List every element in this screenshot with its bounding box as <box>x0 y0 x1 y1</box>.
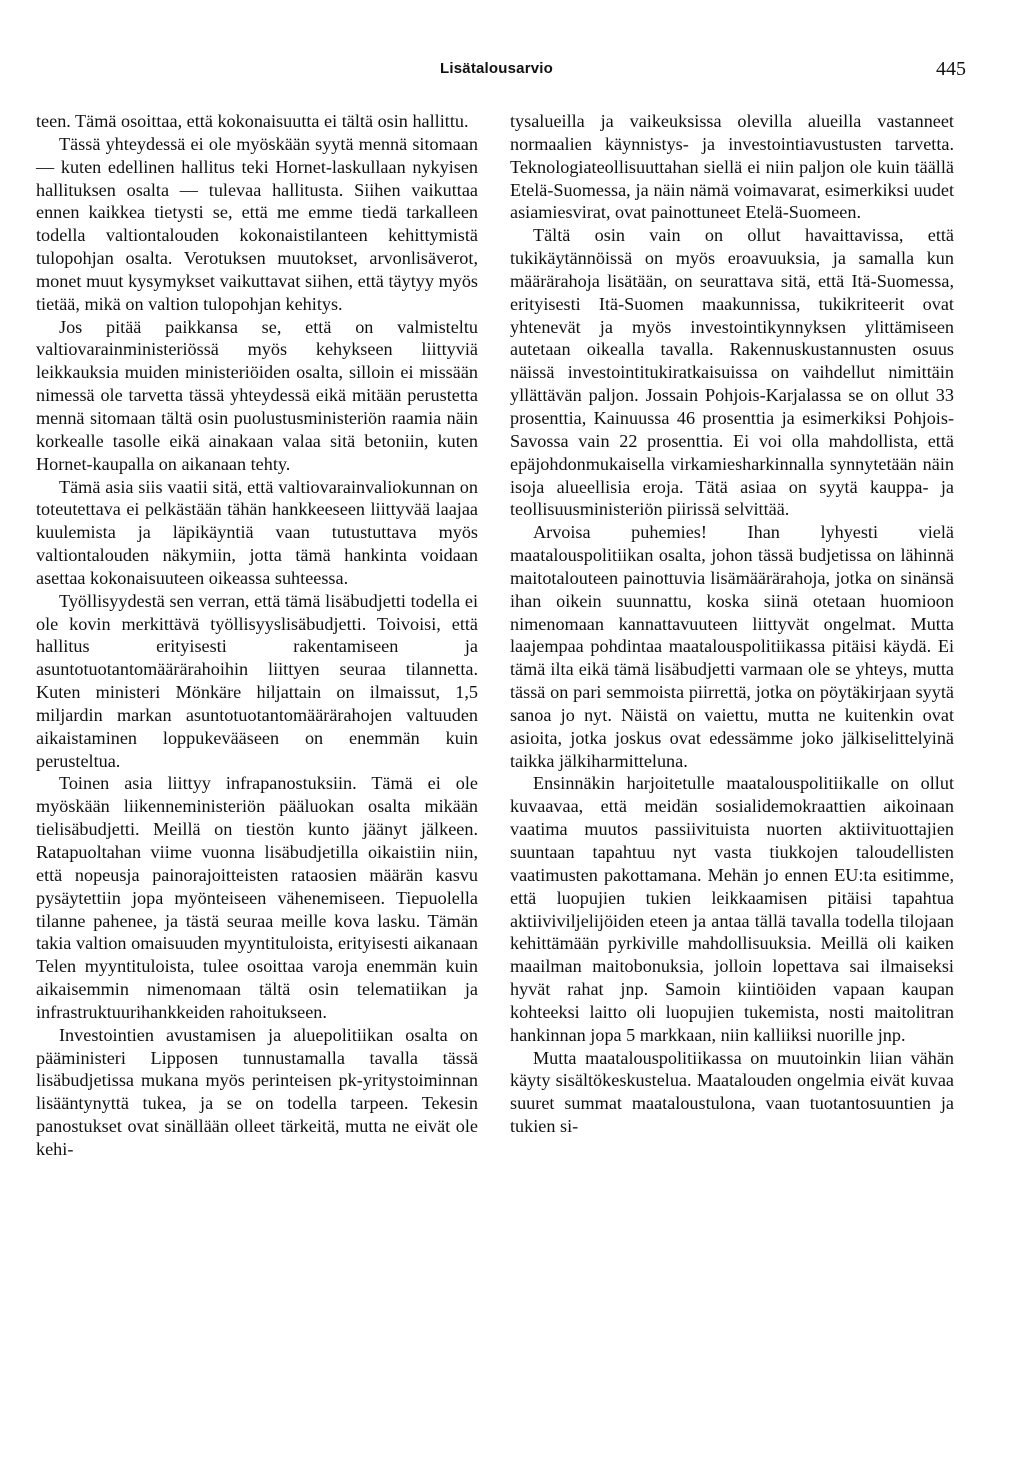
paragraph: Tältä osin vain on ollut havaittavissa, että tukikäytännöissä on myös eroavuuksia, ja samalla kun määrärahoja lisätään, on seurattava sitä, että Itä-Suomessa, erityisesti Itä-Suomen maakunnissa, tukikriteerit ovat yhtenevät ja myös investointikynnyksen ylittämiseen autetaan oikealla tavalla. Rakennuskustannusten osuus näissä investointitukiratkaisuissa on vaihdellut nimittäin yllättävän paljon. Jossain Pohjois-Karjalassa se on ollut 33 prosenttia, Kainuussa 46 prosenttia ja esimerkiksi Pohjois-Savossa vain 22 prosenttia. Ei voi olla mahdollista, että epäjohdonmukaisella virkamiesharkinnalla synnytetään näin isoja alueellisia eroja. Tätä asiaa on syytä kauppa- ja teollisuusministeriön piirissä selvittää. <box>510 225 954 520</box>
right-text-column <box>510 110 954 1138</box>
paragraph: teen. Tämä osoittaa, että kokonaisuutta ei tältä osin hallittu. <box>36 111 469 131</box>
left-text-column <box>36 110 478 1161</box>
paragraph: Tämä asia siis vaatii sitä, että valtiovarainvaliokunnan on toteutettava ei pelkästään tähän hankkeeseen liittyvää laajaa kuulemista ja läpikäyntiä vaan tutustuttava myös valtiontalouden näkymiin, jotta tämä hankinta voidaan asettaa kokonaisuuteen oikeassa suhteessa. <box>36 476 478 588</box>
page-number: 445 <box>936 58 966 80</box>
paragraph: Toinen asia liittyy infrapanostuksiin. Tämä ei ole myöskään liikenneministeriön pääluokan osalta mikään tielisäbudjetti. Meillä on tiestön kunto jäänyt jälkeen. Ratapuoltahan viime vuonna lisäbudjetilla oikaistiin niin, että nopeusja painorajoitteisten rataosien määrän kasvu pysäytettiin jopa myönteiseen vähenemiseen. Tiepuolella tilanne pahenee, ja tästä seuraa meille kova lasku. Tämän takia valtion omaisuuden myyntituloista, erityisesti aikanaan Telen myyntituloista, tulee osoittaa varoja enemmän kuin aikaisemmin nimenomaan tältä osin telematiikan ja infrastruktuurihankkeiden rahoitukseen. <box>36 773 478 1022</box>
paragraph: Jos pitää paikkansa se, että on valmisteltu valtiovarainministeriössä myös kehykseen liittyviä leikkauksia muiden ministeriöiden osalta, silloin ei missään nimessä ole tarvetta tässä yhteydessä eikä mitään perustetta mennä sitomaan tältä osin puolustusministeriön raamia näin korkealle tasolle eikä ainakaan valaa sitä betoniin, kuten Hornet-kaupalla on aikanaan tehty. <box>36 316 478 474</box>
paragraph: Arvoisa puhemies! Ihan lyhyesti vielä maatalouspolitiikan osalta, johon tässä budjetissa on lähinnä maitotalouteen painottuvia lisämäärärahoja, jotka on sinänsä ihan oikein suunnattu, koska siinä otetaan huomioon nimenomaan kannattavuuteen liittyvät ongelmat. Mutta laajempaa pohdintaa maatalouspolitiikassa pitäisi käydä. Ei tämä ilta eikä tämä lisäbudjetti varmaan ole se yhteys, mutta tässä on pari semmoista piirrettä, jotka on pöytäkirjaan syytä sanoa jo nyt. Näistä on vaiettu, mutta ne kuitenkin ovat asioita, jotka joskus ovat edessämme joko jälkiselittelyinä taikka jälkiharmitteluna. <box>510 522 954 771</box>
paragraph: Tässä yhteydessä ei ole myöskään syytä mennä sitomaan — kuten edellinen hallitus teki Hornet-laskullaan nykyisen hallituksen osalta — tulevaa hallitusta. Siihen vaikuttaa ennen kaikkea tietysti se, että me emme tiedä tarkalleen todella valtiontalouden kokonaistilanteen kehittymistä tulopohjan osalta. Verotuksen muutokset, arvonlisäverot, monet muut kysymykset vaikuttavat siihen, että täytyy myös tietää, mikä on valtion tulopohjan kehitys. <box>36 133 478 314</box>
running-header-title: Lisätalousarvio <box>440 60 554 77</box>
paragraph: Työllisyydestä sen verran, että tämä lisäbudjetti todella ei ole kovin merkittävä työllisyyslisäbudjetti. Toivoisi, että hallitus erityisesti rakentamiseen ja asuntotuotantomäärärahoihin liittyen seuraa tilannetta. Kuten ministeri Mönkäre hiljattain on ilmaissut, 1,5 miljardin markan asuntotuotantomäärärahojen valtuuden aikaistaminen loppukevääseen on enemmän kuin perusteltua. <box>36 590 478 771</box>
paragraph: tysalueilla ja vaikeuksissa olevilla alueilla vastanneet normaalien käynnistys- ja investointiavustusten tarvetta. Teknologiateollisuuttahan siellä ei niin paljon ole kuin täällä Etelä-Suomessa, ja näin nämä voimavarat, esimerkiksi uudet asiamiesvirat, ovat painottuneet Etelä-Suomeen. <box>510 111 954 223</box>
paragraph: Mutta maatalouspolitiikassa on muutoinkin liian vähän käyty sisältökeskustelua. Maatalouden ongelmia eivät kuvaa suuret summat maataloustulona, vaan tuotantosuuntien ja tukien si- <box>510 1047 954 1137</box>
paragraph: Investointien avustamisen ja aluepolitiikan osalta on pääministeri Lipposen tunnustamalla tavalla tässä lisäbudjetissa mukana myös perinteisen pk-yritystoiminnan lisääntynyttä tukea, ja se on todella tarpeen. Tekesin panostukset ovat sinällään olleet tärkeitä, mutta ne eivät ole kehi- <box>36 1024 478 1159</box>
paragraph: Ensinnäkin harjoitetulle maatalouspolitiikalle on ollut kuvaavaa, että meidän sosialidemokraattien aikoinaan vaatima muutos passiivituista nuorten aktiivituottajien suuntaan tapahtuu nyt vasta tiukkojen taloudellisten vaatimusten pakottamana. Mehän jo ennen EU:ta esitimme, että luopujien tukien leikkaamisen pitäisi tapahtua aktiiviviljelijöiden eteen ja antaa tällä tavalla todella tilojaan kehittämään pyrkiville mahdollisuuksia. Meillä oli kaiken maailman maitobonuksia, jolloin lopettava sai ilmaiseksi hyvät rahat jnp. Samoin kiintiöiden vapaan kaupan kohteeksi laitto oli luopujien tukemista, nosti maitolitran hankinnan jopa 5 markkaan, niin kalliiksi nuorille jnp. <box>510 773 954 1045</box>
